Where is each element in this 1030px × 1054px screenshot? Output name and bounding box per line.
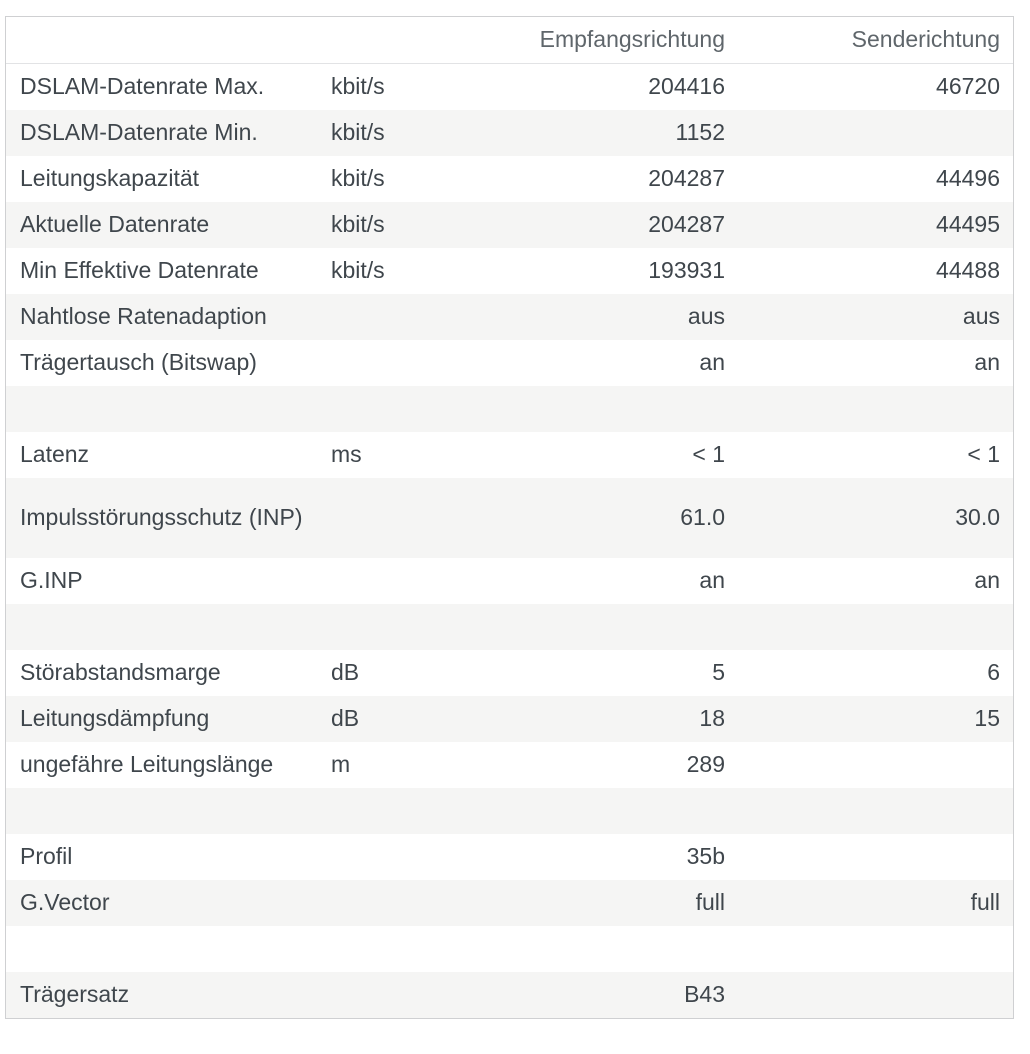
row-unit: kbit/s [331,248,436,294]
row-unit [331,604,436,650]
row-send-value [738,604,1013,650]
row-receive-value: an [436,558,738,604]
table-body [6,63,1013,1018]
row-send-value: an [738,340,1013,386]
table-row [6,110,1013,156]
dsl-overview-table-container [5,16,1014,1019]
row-send-value: 44496 [738,156,1013,202]
header-receive-direction: Empfangsrichtung [436,17,738,63]
row-send-value [738,110,1013,156]
row-send-value: 6 [738,650,1013,696]
row-label: Leitungsdämpfung [6,696,331,742]
table-row [6,478,1013,558]
row-send-value [738,972,1013,1018]
dsl-overview-table [6,17,1013,1018]
table-row [6,340,1013,386]
row-label: Profil [6,834,331,880]
row-receive-value [436,604,738,650]
row-unit [331,788,436,834]
row-receive-value [436,788,738,834]
row-label: Trägersatz [6,972,331,1018]
row-receive-value: an [436,340,738,386]
table-row [6,294,1013,340]
header-send-direction: Senderichtung [738,17,1013,63]
row-label: DSLAM-Datenrate Max. [6,63,331,110]
row-label [6,386,331,432]
row-send-value [738,926,1013,972]
row-send-value: 44495 [738,202,1013,248]
row-label: DSLAM-Datenrate Min. [6,110,331,156]
row-receive-value: B43 [436,972,738,1018]
row-unit [331,294,436,340]
row-label: Impulsstörungsschutz (INP) [6,478,331,558]
row-receive-value: 204416 [436,63,738,110]
row-unit: dB [331,696,436,742]
row-label: ungefähre Leitungslänge [6,742,331,788]
row-receive-value: 204287 [436,156,738,202]
row-label: Latenz [6,432,331,478]
row-label: G.INP [6,558,331,604]
row-receive-value: aus [436,294,738,340]
row-send-value: full [738,880,1013,926]
row-label: G.Vector [6,880,331,926]
row-unit: ms [331,432,436,478]
row-send-value: 30.0 [738,478,1013,558]
row-label: Leitungskapazität [6,156,331,202]
table-row [6,558,1013,604]
row-unit: m [331,742,436,788]
table-row [6,156,1013,202]
table-row [6,972,1013,1018]
row-receive-value: full [436,880,738,926]
row-send-value [738,834,1013,880]
row-receive-value [436,926,738,972]
row-receive-value: 18 [436,696,738,742]
row-unit [331,478,436,558]
row-label: Aktuelle Datenrate [6,202,331,248]
row-send-value: < 1 [738,432,1013,478]
table-row [6,696,1013,742]
row-send-value: aus [738,294,1013,340]
table-row [6,386,1013,432]
row-receive-value: 5 [436,650,738,696]
row-send-value [738,788,1013,834]
row-send-value [738,742,1013,788]
table-row [6,834,1013,880]
row-unit: kbit/s [331,156,436,202]
row-label [6,604,331,650]
row-unit: kbit/s [331,110,436,156]
row-unit [331,386,436,432]
row-unit [331,834,436,880]
row-unit [331,340,436,386]
table-row [6,788,1013,834]
table-row [6,926,1013,972]
row-unit: kbit/s [331,202,436,248]
row-unit [331,972,436,1018]
table-row [6,63,1013,110]
row-label [6,926,331,972]
row-unit [331,880,436,926]
row-receive-value: 193931 [436,248,738,294]
row-send-value: 44488 [738,248,1013,294]
row-label: Min Effektive Datenrate [6,248,331,294]
row-receive-value: 204287 [436,202,738,248]
row-label [6,788,331,834]
row-label: Trägertausch (Bitswap) [6,340,331,386]
table-row [6,650,1013,696]
header-unit [331,17,436,63]
header-label [6,17,331,63]
table-row [6,742,1013,788]
row-unit: kbit/s [331,63,436,110]
row-receive-value: 61.0 [436,478,738,558]
row-receive-value: 289 [436,742,738,788]
row-receive-value: < 1 [436,432,738,478]
row-send-value: 46720 [738,63,1013,110]
row-label: Störabstandsmarge [6,650,331,696]
row-unit [331,926,436,972]
row-unit [331,558,436,604]
row-label: Nahtlose Ratenadaption [6,294,331,340]
row-send-value: an [738,558,1013,604]
row-send-value [738,386,1013,432]
table-header-row [6,17,1013,63]
row-unit: dB [331,650,436,696]
table-row [6,432,1013,478]
row-receive-value [436,386,738,432]
table-row [6,202,1013,248]
table-row [6,880,1013,926]
row-receive-value: 1152 [436,110,738,156]
table-row [6,604,1013,650]
row-send-value: 15 [738,696,1013,742]
table-row [6,248,1013,294]
row-receive-value: 35b [436,834,738,880]
